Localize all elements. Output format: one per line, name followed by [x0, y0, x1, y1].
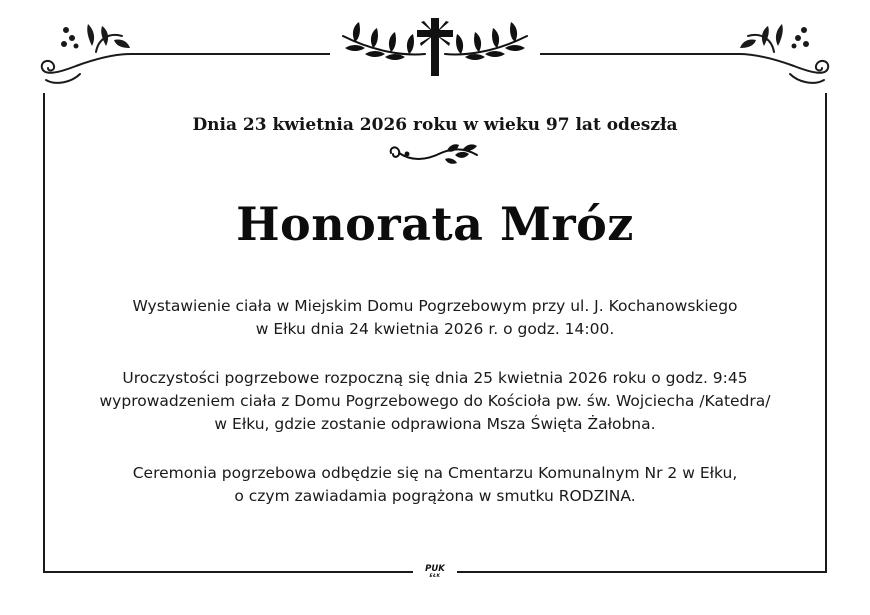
viewing-paragraph	[30, 295, 840, 341]
logo-sub-text: EŁK	[429, 574, 441, 579]
leaf-swirl-divider-icon	[385, 141, 485, 173]
text-line: w Ełku, gdzie zostanie odprawiona Msza Święta Żałobna.	[214, 415, 656, 433]
ceremony-paragraph	[30, 367, 840, 436]
text-line: Ceremonia pogrzebowa odbędzie się na Cmentarzu Komunalnym Nr 2 w Ełku,	[132, 464, 738, 482]
burial-paragraph	[30, 462, 840, 508]
text-line: w Ełku dnia 24 kwietnia 2026 r. o godz. 14:00.	[255, 320, 615, 338]
frame-bottom-right-line	[457, 571, 827, 573]
death-announcement-line: Dnia 23 kwietnia 2026 roku w wieku 97 lat odeszła	[192, 115, 678, 135]
corner-flourish-icon	[36, 16, 136, 88]
cross-with-laurel-icon	[335, 12, 535, 82]
text-line: Uroczystości pogrzebowe rozpoczną się dnia 25 kwietnia 2026 roku o godz. 9:45	[122, 369, 748, 387]
text-line: o czym zawiadamia pogrążona w smutku RODZINA.	[234, 487, 636, 505]
text-line: Wystawienie ciała w Miejskim Domu Pogrzebowym przy ul. J. Kochanowskiego	[132, 297, 738, 315]
text-line: wyprowadzeniem ciała z Domu Pogrzebowego do Kościoła pw. św. Wojciecha /Katedra/	[99, 392, 771, 410]
corner-flourish-icon	[734, 16, 834, 88]
frame-bottom-left-line	[43, 571, 413, 573]
logo-main-text: PUK	[425, 564, 445, 574]
deceased-name: Honorata Mróz	[236, 197, 634, 251]
puk-logo	[421, 565, 449, 579]
frame-top-left-line	[130, 53, 330, 55]
frame-top-right-line	[540, 53, 740, 55]
